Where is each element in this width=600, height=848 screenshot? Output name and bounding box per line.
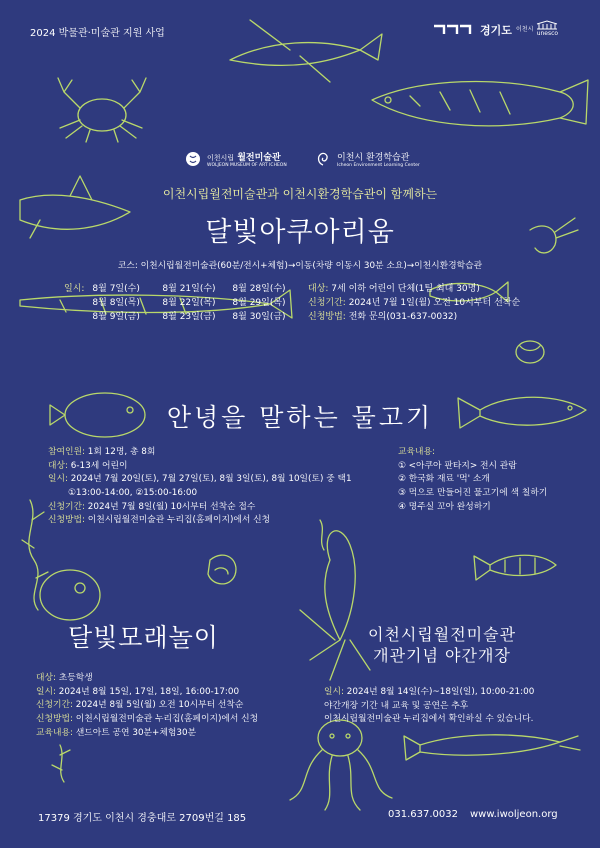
program2-method [48,514,352,528]
gyeonggi-logo-text: 경기도 [480,24,512,37]
clam-illustration [516,341,544,363]
program3-period [36,699,258,713]
info-value: 2024년 8월 14일(수)~18일(일), 10:00-21:00 [346,687,535,697]
unesco-logo [516,20,558,37]
program4-note-line1: 야간개장 기간 내 교육 및 공연은 추후 [324,700,469,711]
program2-edu-label: 교육내용: [398,447,435,457]
info-value: 2024년 7월 8일(월) 10시부터 선착순 접수 [87,501,256,512]
program3-content [36,727,258,741]
info-value: 샌드아트 공연 30분+체험30분 [75,727,197,738]
info-label: 일시: [324,687,344,697]
center-name: 이천시 환경학습관 [337,153,410,163]
info-label: 신청방법: [48,515,85,526]
sea-snail-illustration [208,555,236,584]
striped-fish-illustration [474,555,556,580]
program3-info [36,672,258,740]
program3-method [36,713,258,727]
date-cell: 8월 30일(금) [232,311,286,322]
edu-item: ② 한국화 재료 '먹' 소개 [398,474,490,485]
info-label: 일시: [36,686,56,697]
program3-target [36,672,258,686]
footer-phone: 031.637.0032 [388,809,458,820]
octopus-illustration [290,720,392,810]
info-value: 7세 이하 어린이 단체(1팀 최대 30명) [331,284,480,294]
info-label: 대상: [36,673,56,683]
program2-times [48,487,352,501]
info-label: 신청기간: [36,700,73,711]
program1-target [308,283,520,297]
museum-logo [185,150,287,168]
program3-title: 달빛모래놀이 [68,623,219,652]
info-label: 신청방법: [308,311,346,322]
info-value: 2024년 7월 1일(월) 오전 10시부터 선착순 [348,297,521,308]
info-value: 6-13세 어린이 [70,460,128,471]
program4-info [324,686,534,727]
museum-name: 월전미술관 [237,153,281,163]
footer-address: 17379 경기도 이천시 경충대로 2709번길 185 [38,813,247,824]
info-value: 초등학생 [58,673,93,683]
info-value: 이천시립월전미술관 누리집(홈페이지)에서 신청 [75,713,259,724]
program4-note-line2: 이천시립월전미술관 누리집에서 확인하실 수 있습니다. [324,714,534,725]
date-cell: 8월 7일(수) [92,284,140,294]
gyeonggi-mark-icon [432,23,474,37]
program4-dates [324,686,534,700]
info-label: 신청방법: [36,713,73,724]
seaweed-illustration [22,500,48,610]
program2-period [48,501,352,515]
info-value: 전화 문의(031-637-0032) [348,311,458,322]
info-value: 2024년 8월 5일(월) 오전 10시부터 선착순 [75,700,244,711]
center-en-name: Icheon Environment Learning Center [337,163,420,168]
info-label: 일시: [48,474,68,485]
program4-title-line1: 이천시립월전미술관 [367,625,517,644]
date-cell: 8월 22일(목) [162,297,216,308]
program2-target [48,460,352,474]
info-label: 교육내용: [36,727,73,738]
program2-title: 안녕을 말하는 물고기 [166,403,434,432]
program1-date-label: 일시: [64,284,85,294]
footer-website[interactable]: www.iwoljeon.org [470,809,558,820]
date-cell: 8월 29일(목) [232,297,286,308]
program2-info [48,446,352,528]
unesco-sub-label: 이천시 [516,26,534,33]
info-label: 신청기간: [48,501,85,512]
center-logo [315,150,420,168]
seaweed-bottom-illustration [52,745,70,782]
catfish-illustration [404,735,580,760]
support-text: 2024 박물관·미술관 지원 사업 [30,28,165,39]
museum-emblem-icon [185,151,201,167]
date-cell: 8월 8일(목) [92,297,140,308]
program2-edu [398,446,547,514]
info-label: 대상: [308,284,329,294]
edu-item: ④ 명주실 꼬아 완성하기 [398,501,491,512]
program1-course: 코스: 이천시립월전미술관(60분/전시+체험)→이동(차량 이동시 30분 소요)→이천시환경학습관 [117,261,483,271]
intro-line: 이천시립월전미술관과 이천시환경학습관이 함께하는 [162,187,438,201]
gyeonggi-logo [432,22,512,38]
info-value: 2024년 7월 20일(토), 7월 27일(토), 8월 3일(토), 8월 10일(토) 중 택1 [70,474,352,485]
museum-small-label: 이천시립 [207,154,235,162]
program1-info [308,283,520,325]
crab-illustration [58,78,146,142]
round-fish-illustration [40,570,100,620]
info-value: 2024년 8월 15일, 17일, 18일, 16:00-17:00 [58,686,240,697]
program1-dates-block [64,283,288,325]
unesco-label: unesco [536,30,559,37]
program1-period [308,297,520,311]
program2-capacity [48,446,352,460]
date-cell: 8월 9일(금) [92,311,140,322]
program4-title [322,625,562,667]
program1-title: 달빛아쿠아리움 [205,217,395,248]
edu-item: ③ 먹으로 만들어진 물고기에 색 칠하기 [398,487,548,498]
date-cell: 8월 23일(금) [162,311,216,322]
museum-en-name: WOLJEON MUSEUM OF ART ICHEON [207,163,287,168]
info-value: ①13:00-14:00, ②15:00-16:00 [68,487,198,498]
date-cell: 8월 21일(수) [162,284,216,294]
program1-method [308,311,520,325]
leaf-spiral-icon [315,151,331,167]
arowana-illustration [372,80,588,126]
program2-dates [48,473,352,487]
info-label: 신청기간: [308,297,346,308]
edu-item: ① <아쿠아 판타지> 전시 관람 [398,460,517,471]
info-label: 참여인원: [48,447,85,457]
temple-icon [536,20,558,30]
program4-title-line2: 개관기념 야간개장 [373,645,511,665]
program3-dates [36,686,258,700]
info-value: 1회 12명, 총 8회 [87,447,156,457]
sawfish-illustration [230,20,382,82]
info-label: 대상: [48,460,68,471]
info-value: 이천시립월전미술관 누리집(홈페이지)에서 신청 [87,515,271,526]
date-cell: 8월 28일(수) [232,284,286,294]
